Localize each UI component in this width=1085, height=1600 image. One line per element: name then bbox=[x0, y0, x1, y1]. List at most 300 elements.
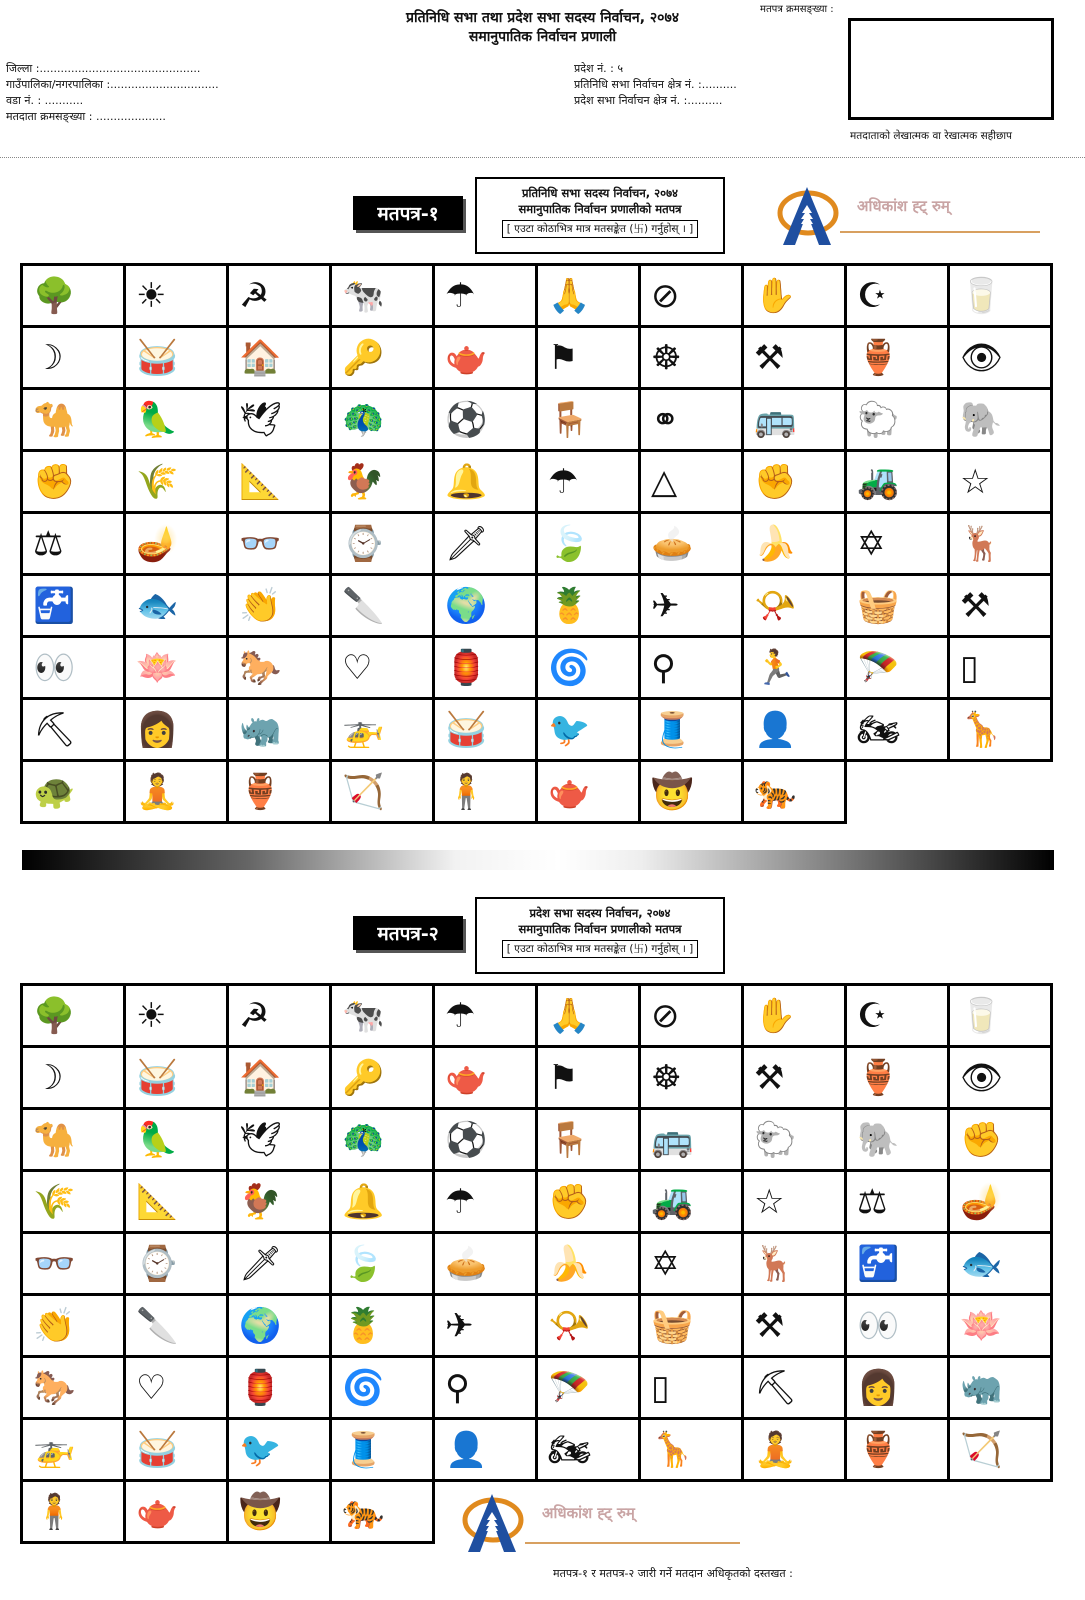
symbol-cell[interactable] bbox=[126, 266, 229, 328]
party-symbol-icon: 🌍 bbox=[239, 1305, 282, 1346]
symbol-cell[interactable] bbox=[435, 700, 538, 762]
symbol-cell[interactable] bbox=[229, 576, 332, 638]
symbol-cell[interactable] bbox=[538, 700, 641, 762]
party-symbol-icon: 📯 bbox=[754, 585, 797, 626]
party-symbol-icon: 📯 bbox=[548, 1305, 591, 1346]
symbol-cell[interactable] bbox=[126, 1234, 229, 1296]
party-symbol-icon: 🗡 bbox=[239, 1243, 283, 1284]
symbol-cell[interactable] bbox=[435, 986, 538, 1048]
mid-fields bbox=[574, 61, 737, 109]
symbol-cell[interactable] bbox=[847, 514, 950, 576]
symbol-cell[interactable] bbox=[23, 328, 126, 390]
symbol-cell[interactable] bbox=[229, 986, 332, 1048]
commission-logo-icon bbox=[460, 1490, 520, 1550]
symbol-cell[interactable] bbox=[23, 1296, 126, 1358]
symbol-cell[interactable] bbox=[847, 266, 950, 328]
symbol-cell[interactable] bbox=[538, 266, 641, 328]
ballot2-label: मतपत्र-२ bbox=[353, 916, 463, 950]
party-symbol-icon: ✊ bbox=[33, 461, 76, 502]
symbol-cell[interactable] bbox=[744, 452, 847, 514]
symbol-cell[interactable] bbox=[23, 1048, 126, 1110]
party-symbol-icon: 🙏 bbox=[548, 275, 591, 316]
symbol-cell[interactable] bbox=[126, 390, 229, 452]
party-symbol-icon: 🍃 bbox=[548, 523, 591, 564]
symbol-cell[interactable] bbox=[641, 1172, 744, 1234]
symbol-cell[interactable] bbox=[641, 1296, 744, 1358]
party-symbol-icon: ⚑ bbox=[548, 337, 579, 378]
symbol-cell[interactable] bbox=[126, 514, 229, 576]
symbol-cell[interactable] bbox=[229, 452, 332, 514]
symbol-cell[interactable] bbox=[744, 1048, 847, 1110]
symbol-cell[interactable] bbox=[744, 1296, 847, 1358]
symbol-cell[interactable] bbox=[950, 1110, 1053, 1172]
symbol-cell[interactable] bbox=[538, 1420, 641, 1482]
party-symbol-icon: ♡ bbox=[136, 1367, 167, 1408]
symbol-cell[interactable] bbox=[435, 1048, 538, 1110]
symbol-cell[interactable] bbox=[744, 266, 847, 328]
party-symbol-icon: 🧵 bbox=[651, 709, 694, 750]
symbol-cell[interactable] bbox=[950, 638, 1053, 700]
party-symbol-icon: 👤 bbox=[445, 1429, 488, 1470]
party-symbol-icon: 🏮 bbox=[239, 1367, 282, 1408]
symbol-cell[interactable] bbox=[950, 700, 1053, 762]
symbol-cell[interactable] bbox=[847, 1296, 950, 1358]
symbol-cell[interactable] bbox=[23, 390, 126, 452]
party-symbol-icon: 🥧 bbox=[651, 523, 694, 564]
party-symbol-icon: ⊘ bbox=[651, 995, 680, 1036]
symbol-cell[interactable] bbox=[950, 514, 1053, 576]
symbol-cell[interactable] bbox=[229, 700, 332, 762]
province-field: प्रदेश नं. : ५ bbox=[574, 62, 624, 75]
party-symbol-icon: 🥁 bbox=[445, 709, 488, 750]
party-symbol-icon: ☽ bbox=[33, 337, 64, 378]
symbol-cell[interactable] bbox=[950, 328, 1053, 390]
party-symbol-icon: ⊘ bbox=[651, 275, 680, 316]
symbol-cell[interactable] bbox=[538, 514, 641, 576]
symbol-cell[interactable] bbox=[332, 1048, 435, 1110]
symbol-cell[interactable] bbox=[641, 328, 744, 390]
symbol-cell[interactable] bbox=[126, 1110, 229, 1172]
symbol-cell[interactable] bbox=[229, 1110, 332, 1172]
symbol-cell[interactable] bbox=[332, 1482, 435, 1544]
party-symbol-icon: 👤 bbox=[754, 709, 797, 750]
symbol-cell[interactable] bbox=[538, 1048, 641, 1110]
symbol-cell[interactable] bbox=[744, 762, 847, 824]
symbol-cell[interactable] bbox=[23, 452, 126, 514]
symbol-cell[interactable] bbox=[23, 638, 126, 700]
symbol-cell[interactable] bbox=[641, 452, 744, 514]
symbol-cell[interactable] bbox=[847, 1234, 950, 1296]
party-symbol-icon: 🌍 bbox=[445, 585, 488, 626]
symbol-cell[interactable] bbox=[126, 1420, 229, 1482]
symbol-cell[interactable] bbox=[332, 1110, 435, 1172]
symbol-cell[interactable] bbox=[641, 576, 744, 638]
symbol-cell[interactable] bbox=[538, 576, 641, 638]
symbol-cell[interactable] bbox=[332, 700, 435, 762]
symbol-cell[interactable] bbox=[641, 1048, 744, 1110]
symbol-cell[interactable] bbox=[435, 576, 538, 638]
party-symbol-icon: ⛏ bbox=[754, 1367, 798, 1408]
symbol-cell[interactable] bbox=[538, 1234, 641, 1296]
party-symbol-icon: ✊ bbox=[960, 1119, 1003, 1160]
party-symbol-icon: 👀 bbox=[33, 647, 76, 688]
symbol-cell[interactable] bbox=[126, 1172, 229, 1234]
symbol-cell[interactable] bbox=[744, 638, 847, 700]
symbol-cell[interactable] bbox=[435, 452, 538, 514]
party-symbol-icon: 🥛 bbox=[960, 275, 1003, 316]
ward-field: वडा नं. : ........... bbox=[6, 94, 84, 107]
party-symbol-icon: 🔪 bbox=[342, 585, 385, 626]
symbol-cell[interactable] bbox=[950, 986, 1053, 1048]
party-symbol-icon: 🚁 bbox=[33, 1429, 76, 1470]
symbol-cell[interactable] bbox=[229, 390, 332, 452]
symbol-cell[interactable] bbox=[126, 638, 229, 700]
symbol-cell[interactable] bbox=[332, 1358, 435, 1420]
symbol-cell[interactable] bbox=[23, 1110, 126, 1172]
party-symbol-icon: 🏺 bbox=[857, 1057, 900, 1098]
ballot2-logo-line bbox=[525, 1542, 740, 1544]
symbol-cell[interactable] bbox=[538, 390, 641, 452]
party-symbol-icon: 🐪 bbox=[33, 399, 76, 440]
ballot2-info-box bbox=[475, 897, 725, 974]
party-symbol-icon: 🐘 bbox=[857, 1119, 900, 1160]
symbol-cell[interactable] bbox=[641, 762, 744, 824]
divider bbox=[0, 157, 1085, 158]
symbol-cell[interactable] bbox=[332, 452, 435, 514]
symbol-cell[interactable] bbox=[744, 986, 847, 1048]
symbol-cell[interactable] bbox=[23, 1234, 126, 1296]
symbol-cell[interactable] bbox=[641, 1234, 744, 1296]
symbol-cell[interactable] bbox=[435, 266, 538, 328]
symbol-cell[interactable] bbox=[23, 1420, 126, 1482]
municipality-field: गाउँपालिका/नगरपालिका :............................... bbox=[6, 78, 219, 91]
ballot2-logo bbox=[460, 1490, 635, 1550]
symbol-cell[interactable] bbox=[847, 1172, 950, 1234]
party-symbol-icon: ☭ bbox=[239, 995, 270, 1036]
ballot1-info-line2: समानुपातिक निर्वाचन प्रणालीको मतपत्र bbox=[518, 202, 682, 216]
party-symbol-icon: ⌚ bbox=[136, 1243, 179, 1284]
party-symbol-icon: 👩 bbox=[857, 1367, 900, 1408]
party-symbol-icon: ☂ bbox=[548, 461, 579, 502]
party-symbol-icon: 🦚 bbox=[342, 1119, 385, 1160]
symbol-cell[interactable] bbox=[435, 390, 538, 452]
symbol-cell[interactable] bbox=[229, 328, 332, 390]
symbol-cell[interactable] bbox=[538, 1110, 641, 1172]
symbol-cell[interactable] bbox=[332, 390, 435, 452]
party-symbol-icon: ⚒ bbox=[960, 585, 991, 626]
party-symbol-icon: 🏃 bbox=[754, 647, 797, 688]
party-symbol-icon: 🚜 bbox=[651, 1181, 694, 1222]
symbol-cell[interactable] bbox=[126, 328, 229, 390]
symbol-cell[interactable] bbox=[126, 1358, 229, 1420]
symbol-cell[interactable] bbox=[847, 328, 950, 390]
symbol-cell[interactable] bbox=[744, 576, 847, 638]
party-symbol-icon: ⚲ bbox=[651, 647, 676, 688]
symbol-cell[interactable] bbox=[23, 266, 126, 328]
party-symbol-icon: 🗡 bbox=[445, 523, 489, 564]
symbol-cell[interactable] bbox=[744, 514, 847, 576]
symbol-cell[interactable] bbox=[847, 576, 950, 638]
party-symbol-icon: 🌀 bbox=[342, 1367, 385, 1408]
party-symbol-icon: 🥧 bbox=[445, 1243, 488, 1284]
symbol-cell[interactable] bbox=[744, 1420, 847, 1482]
symbol-cell[interactable] bbox=[641, 986, 744, 1048]
party-symbol-icon: 🏺 bbox=[857, 1429, 900, 1470]
symbol-cell[interactable] bbox=[847, 452, 950, 514]
symbol-cell[interactable] bbox=[23, 1482, 126, 1544]
symbol-cell[interactable] bbox=[435, 1420, 538, 1482]
party-symbol-icon: 🦒 bbox=[651, 1429, 694, 1470]
symbol-cell[interactable] bbox=[23, 1358, 126, 1420]
party-symbol-icon: 🪂 bbox=[857, 647, 900, 688]
symbol-cell[interactable] bbox=[126, 1048, 229, 1110]
party-symbol-icon: 🏺 bbox=[239, 771, 282, 812]
party-symbol-icon: ☂ bbox=[445, 1181, 476, 1222]
party-symbol-icon: △ bbox=[651, 461, 678, 502]
symbol-cell[interactable] bbox=[332, 576, 435, 638]
party-symbol-icon: ✈ bbox=[445, 1305, 474, 1346]
symbol-cell[interactable] bbox=[641, 266, 744, 328]
ballot1-symbol-grid bbox=[20, 263, 1053, 824]
party-symbol-icon: 🐄 bbox=[342, 275, 385, 316]
symbol-cell[interactable] bbox=[950, 390, 1053, 452]
party-symbol-icon: ✋ bbox=[754, 995, 797, 1036]
party-symbol-icon: ☂ bbox=[445, 995, 476, 1036]
party-symbol-icon: 🚌 bbox=[651, 1119, 694, 1160]
symbol-cell[interactable] bbox=[332, 986, 435, 1048]
ballot1-logo-line bbox=[840, 231, 1040, 233]
symbol-cell[interactable] bbox=[435, 1296, 538, 1358]
symbol-cell[interactable] bbox=[23, 514, 126, 576]
party-symbol-icon: 🧘 bbox=[136, 771, 179, 812]
party-symbol-icon: 🫖 bbox=[445, 337, 488, 378]
symbol-cell[interactable] bbox=[950, 452, 1053, 514]
party-symbol-icon: 🏠 bbox=[239, 337, 282, 378]
party-symbol-icon: ⚒ bbox=[754, 337, 785, 378]
symbol-cell[interactable] bbox=[126, 700, 229, 762]
symbol-cell[interactable] bbox=[744, 390, 847, 452]
symbol-cell[interactable] bbox=[641, 1420, 744, 1482]
symbol-cell[interactable] bbox=[435, 1234, 538, 1296]
party-symbol-icon: 👁 bbox=[960, 1057, 1004, 1098]
party-symbol-icon: 🪑 bbox=[548, 1119, 591, 1160]
party-symbol-icon: 🥁 bbox=[136, 337, 179, 378]
symbol-cell[interactable] bbox=[332, 1296, 435, 1358]
symbol-cell[interactable] bbox=[229, 1358, 332, 1420]
party-symbol-icon: 📐 bbox=[136, 1181, 179, 1222]
ballot1-logo-text: अधिकांश ह्ट् रुम् bbox=[857, 197, 950, 215]
party-symbol-icon: ☀ bbox=[136, 275, 167, 316]
symbol-cell[interactable] bbox=[332, 638, 435, 700]
symbol-cell[interactable] bbox=[23, 576, 126, 638]
party-symbol-icon: ▯ bbox=[960, 647, 979, 688]
party-symbol-icon: 🐅 bbox=[754, 771, 797, 812]
symbol-cell[interactable] bbox=[847, 1048, 950, 1110]
symbol-cell[interactable] bbox=[229, 762, 332, 824]
symbol-cell[interactable] bbox=[847, 1358, 950, 1420]
symbol-cell[interactable] bbox=[229, 1296, 332, 1358]
party-symbol-icon: 🔑 bbox=[342, 337, 385, 378]
party-symbol-icon: 🍌 bbox=[754, 523, 797, 564]
symbol-cell[interactable] bbox=[950, 576, 1053, 638]
party-symbol-icon: 🍍 bbox=[342, 1305, 385, 1346]
symbol-cell[interactable] bbox=[332, 514, 435, 576]
symbol-cell[interactable] bbox=[744, 1110, 847, 1172]
party-symbol-icon: 🏍 bbox=[548, 1429, 592, 1470]
party-symbol-icon: ☆ bbox=[960, 461, 991, 502]
symbol-cell[interactable] bbox=[950, 1234, 1053, 1296]
party-symbol-icon: 🔑 bbox=[342, 1057, 385, 1098]
commission-logo-icon bbox=[775, 183, 835, 243]
symbol-cell[interactable] bbox=[744, 700, 847, 762]
party-symbol-icon: 🧵 bbox=[342, 1429, 385, 1470]
symbol-cell[interactable] bbox=[229, 266, 332, 328]
symbol-cell[interactable] bbox=[229, 638, 332, 700]
symbol-cell[interactable] bbox=[435, 1172, 538, 1234]
symbol-cell[interactable] bbox=[435, 638, 538, 700]
symbol-cell[interactable] bbox=[435, 514, 538, 576]
party-symbol-icon: ☪ bbox=[857, 275, 888, 316]
symbol-cell[interactable] bbox=[538, 638, 641, 700]
symbol-cell[interactable] bbox=[641, 700, 744, 762]
symbol-cell[interactable] bbox=[950, 266, 1053, 328]
symbol-cell[interactable] bbox=[744, 1234, 847, 1296]
party-symbol-icon: 🌳 bbox=[33, 995, 76, 1036]
party-symbol-icon: 🐦 bbox=[239, 1429, 282, 1470]
party-symbol-icon: 🦒 bbox=[960, 709, 1003, 750]
symbol-cell[interactable] bbox=[332, 762, 435, 824]
party-symbol-icon: 🤠 bbox=[239, 1491, 282, 1532]
symbol-cell[interactable] bbox=[847, 1110, 950, 1172]
ballot1-info-box bbox=[475, 177, 725, 254]
party-symbol-icon: 🐪 bbox=[33, 1119, 76, 1160]
symbol-cell[interactable] bbox=[538, 762, 641, 824]
symbol-cell[interactable] bbox=[538, 1358, 641, 1420]
party-symbol-icon: 🐦 bbox=[548, 709, 591, 750]
symbol-cell[interactable] bbox=[229, 1420, 332, 1482]
symbol-cell[interactable] bbox=[23, 1172, 126, 1234]
party-symbol-icon: 🪷 bbox=[960, 1305, 1003, 1346]
party-symbol-icon: ✊ bbox=[548, 1181, 591, 1222]
ballot2-symbol-grid bbox=[20, 983, 1053, 1544]
ballot2-logo-text: अधिकांश ह्ट् रुम् bbox=[542, 1504, 635, 1522]
symbol-cell[interactable] bbox=[950, 1172, 1053, 1234]
ballot2-info-line1: प्रदेश सभा सदस्य निर्वाचन, २०७४ bbox=[529, 906, 671, 920]
symbol-cell[interactable] bbox=[332, 1234, 435, 1296]
symbol-cell[interactable] bbox=[126, 576, 229, 638]
party-symbol-icon: 🐅 bbox=[342, 1491, 385, 1532]
symbol-cell[interactable] bbox=[435, 328, 538, 390]
symbol-cell[interactable] bbox=[332, 1172, 435, 1234]
party-symbol-icon: ☂ bbox=[445, 275, 476, 316]
symbol-cell[interactable] bbox=[744, 1358, 847, 1420]
symbol-cell[interactable] bbox=[847, 986, 950, 1048]
symbol-cell[interactable] bbox=[847, 1420, 950, 1482]
symbol-cell[interactable] bbox=[847, 390, 950, 452]
symbol-cell[interactable] bbox=[126, 452, 229, 514]
party-symbol-icon: 🚰 bbox=[857, 1243, 900, 1284]
left-fields bbox=[6, 61, 219, 125]
symbol-cell[interactable] bbox=[538, 452, 641, 514]
symbol-cell[interactable] bbox=[229, 1048, 332, 1110]
symbol-cell[interactable] bbox=[23, 986, 126, 1048]
party-symbol-icon: 🌾 bbox=[33, 1181, 76, 1222]
party-symbol-icon: 🪷 bbox=[136, 647, 179, 688]
symbol-cell[interactable] bbox=[332, 266, 435, 328]
symbol-cell[interactable] bbox=[229, 1482, 332, 1544]
district-field: जिल्ला :.............................................. bbox=[6, 62, 201, 75]
symbol-cell[interactable] bbox=[538, 986, 641, 1048]
symbol-cell[interactable] bbox=[538, 328, 641, 390]
party-symbol-icon: ⛏ bbox=[33, 709, 77, 750]
party-symbol-icon: 👓 bbox=[239, 523, 282, 564]
party-symbol-icon: ☽ bbox=[33, 1057, 64, 1098]
symbol-cell[interactable] bbox=[435, 1110, 538, 1172]
symbol-cell[interactable] bbox=[23, 700, 126, 762]
symbol-cell[interactable] bbox=[23, 762, 126, 824]
party-symbol-icon: ✡ bbox=[857, 523, 886, 564]
symbol-cell[interactable] bbox=[332, 1420, 435, 1482]
party-symbol-icon: 🪔 bbox=[136, 523, 179, 564]
party-symbol-icon: 🏍 bbox=[857, 709, 901, 750]
symbol-cell[interactable] bbox=[950, 1420, 1053, 1482]
party-symbol-icon: 🥁 bbox=[136, 1429, 179, 1470]
party-symbol-icon: 🕊 bbox=[239, 399, 283, 440]
party-symbol-icon: 🔔 bbox=[342, 1181, 385, 1222]
symbol-cell[interactable] bbox=[435, 1358, 538, 1420]
party-symbol-icon: 🚜 bbox=[857, 461, 900, 502]
party-symbol-icon: ✈ bbox=[651, 585, 680, 626]
party-symbol-icon: ✡ bbox=[651, 1243, 680, 1284]
symbol-cell[interactable] bbox=[847, 700, 950, 762]
symbol-cell[interactable] bbox=[641, 638, 744, 700]
party-symbol-icon: 🔔 bbox=[445, 461, 488, 502]
symbol-cell[interactable] bbox=[229, 1172, 332, 1234]
symbol-cell[interactable] bbox=[950, 1048, 1053, 1110]
symbol-cell[interactable] bbox=[641, 390, 744, 452]
party-symbol-icon: 🦌 bbox=[754, 1243, 797, 1284]
symbol-cell[interactable] bbox=[229, 514, 332, 576]
party-symbol-icon: 👩 bbox=[136, 709, 179, 750]
symbol-cell[interactable] bbox=[229, 1234, 332, 1296]
symbol-cell[interactable] bbox=[641, 1110, 744, 1172]
symbol-cell[interactable] bbox=[641, 1358, 744, 1420]
hor-constituency-field: प्रतिनिधि सभा निर्वाचन क्षेत्र नं. :.......... bbox=[574, 78, 737, 91]
party-symbol-icon: 🏺 bbox=[857, 337, 900, 378]
symbol-cell[interactable] bbox=[744, 1172, 847, 1234]
party-symbol-icon: 🚌 bbox=[754, 399, 797, 440]
symbol-cell[interactable] bbox=[332, 328, 435, 390]
symbol-cell[interactable] bbox=[126, 762, 229, 824]
symbol-cell[interactable] bbox=[538, 1296, 641, 1358]
party-symbol-icon: 🧍 bbox=[33, 1491, 76, 1532]
symbol-cell[interactable] bbox=[126, 1296, 229, 1358]
symbol-cell[interactable] bbox=[847, 638, 950, 700]
symbol-cell[interactable] bbox=[950, 1358, 1053, 1420]
voter-signature-box[interactable] bbox=[848, 18, 1054, 120]
party-symbol-icon: 🌳 bbox=[33, 275, 76, 316]
symbol-cell[interactable] bbox=[950, 1296, 1053, 1358]
symbol-cell[interactable] bbox=[126, 1482, 229, 1544]
party-symbol-icon: 🕊 bbox=[239, 1119, 283, 1160]
symbol-cell[interactable] bbox=[435, 762, 538, 824]
symbol-cell[interactable] bbox=[744, 328, 847, 390]
symbol-cell[interactable] bbox=[126, 986, 229, 1048]
voter-serial-field: मतदाता क्रमसङ्ख्या : .................... bbox=[6, 110, 166, 123]
symbol-cell[interactable] bbox=[538, 1172, 641, 1234]
symbol-cell[interactable] bbox=[641, 514, 744, 576]
party-symbol-icon: 🐓 bbox=[342, 461, 385, 502]
